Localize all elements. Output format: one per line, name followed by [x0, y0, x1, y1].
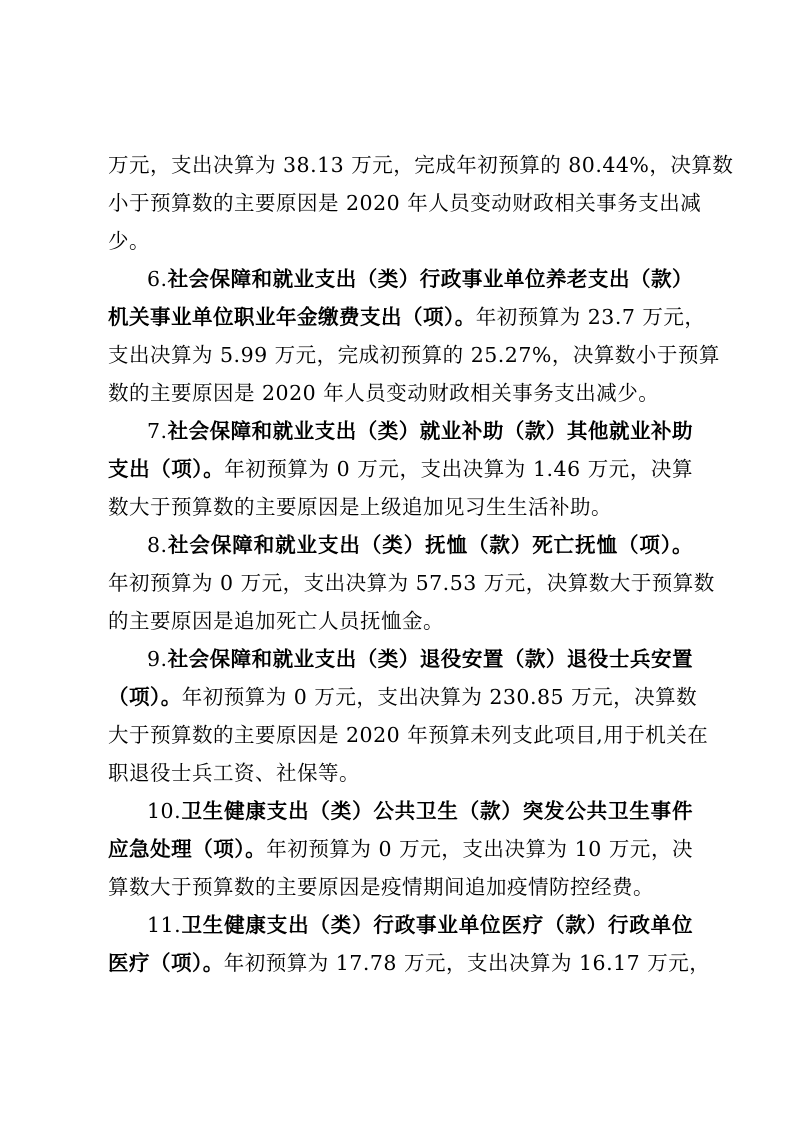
- bold-text-run: 支出（项）。: [108, 457, 225, 481]
- bold-text-run: 社会保障和就业支出（类）抚恤（款）死亡抚恤（项）。: [167, 533, 693, 557]
- bold-text-run: 应急处理（项）。: [108, 837, 267, 861]
- bold-text-run: 卫生健康支出（类）公共卫生（款）突发公共卫生事件: [181, 799, 693, 823]
- text-line: [108, 721, 709, 749]
- text-run: 10.: [147, 799, 182, 823]
- bold-text-run: 卫生健康支出（类）行政事业单位医疗（款）行政单位: [181, 913, 693, 937]
- item-heading: [147, 531, 693, 559]
- text-run: 年初预算为 0 万元，支出决算为 10 万元，决: [266, 837, 694, 861]
- text-run: 年初预算为 0 万元，支出决算为 57.53 万元，决算数大于预算数: [108, 571, 715, 595]
- text-run: 年初预算为 0 万元，支出决算为 230.85 万元，决算数: [181, 685, 698, 709]
- text-line: [108, 379, 693, 407]
- text-line: [108, 759, 693, 787]
- text-line: [108, 303, 706, 331]
- item-heading: [147, 797, 693, 825]
- bold-text-run: 社会保障和就业支出（类）行政事业单位养老支出（款）: [167, 267, 693, 291]
- text-run: 6.: [147, 267, 168, 291]
- bold-text-run: （项）。: [108, 685, 182, 709]
- text-line: [108, 873, 693, 901]
- text-line: [108, 341, 720, 369]
- text-run: 9.: [147, 647, 168, 671]
- text-run: 年初预算为 23.7 万元，: [475, 305, 706, 329]
- text-line: [108, 493, 693, 521]
- item-heading: [147, 265, 693, 293]
- text-line: [108, 607, 693, 635]
- text-run: 万元，支出决算为 38.13 万元，完成年初预算的 80.44%，决算数: [108, 153, 734, 177]
- text-line: [108, 227, 693, 255]
- text-line: [108, 835, 693, 863]
- text-run: 11.: [147, 913, 182, 937]
- text-run: 支出决算为 5.99 万元，完成初预算的 25.27%，决算数小于预算: [108, 343, 720, 367]
- text-line: [108, 151, 734, 179]
- text-run: 数大于预算数的主要原因是上级追加见习生生活补助。: [108, 495, 612, 519]
- item-heading: [147, 645, 693, 673]
- text-run: 年初预算为 0 万元，支出决算为 1.46 万元，决算: [224, 457, 693, 481]
- text-line: [108, 189, 702, 217]
- text-run: 职退役士兵工资、社保等。: [108, 761, 360, 785]
- text-run: 数的主要原因是 2020 年人员变动财政相关事务支出减少。: [108, 381, 660, 405]
- bold-text-run: 医疗（项）。: [108, 951, 224, 975]
- text-run: 7.: [147, 419, 168, 443]
- text-run: 算数大于预算数的主要原因是疫情期间追加疫情防控经费。: [108, 875, 654, 899]
- bold-text-run: 社会保障和就业支出（类）就业补助（款）其他就业补助: [167, 419, 693, 443]
- text-line: [108, 455, 693, 483]
- bold-text-run: 社会保障和就业支出（类）退役安置（款）退役士兵安置: [167, 647, 693, 671]
- item-heading: [147, 911, 693, 939]
- text-line: [108, 569, 715, 597]
- text-run: 大于预算数的主要原因是 2020 年预算未列支此项目,用于机关在: [108, 723, 709, 747]
- bold-text-run: 机关事业单位职业年金缴费支出（项）。: [108, 305, 476, 329]
- text-line: [108, 949, 711, 977]
- text-run: 8.: [147, 533, 168, 557]
- text-run: 年初预算为 17.78 万元，支出决算为 16.17 万元，: [223, 951, 711, 975]
- text-run: 少。: [108, 229, 150, 253]
- text-line: [108, 683, 698, 711]
- item-heading: [147, 417, 693, 445]
- text-run: 小于预算数的主要原因是 2020 年人员变动财政相关事务支出减: [108, 191, 702, 215]
- text-run: 的主要原因是追加死亡人员抚恤金。: [108, 609, 444, 633]
